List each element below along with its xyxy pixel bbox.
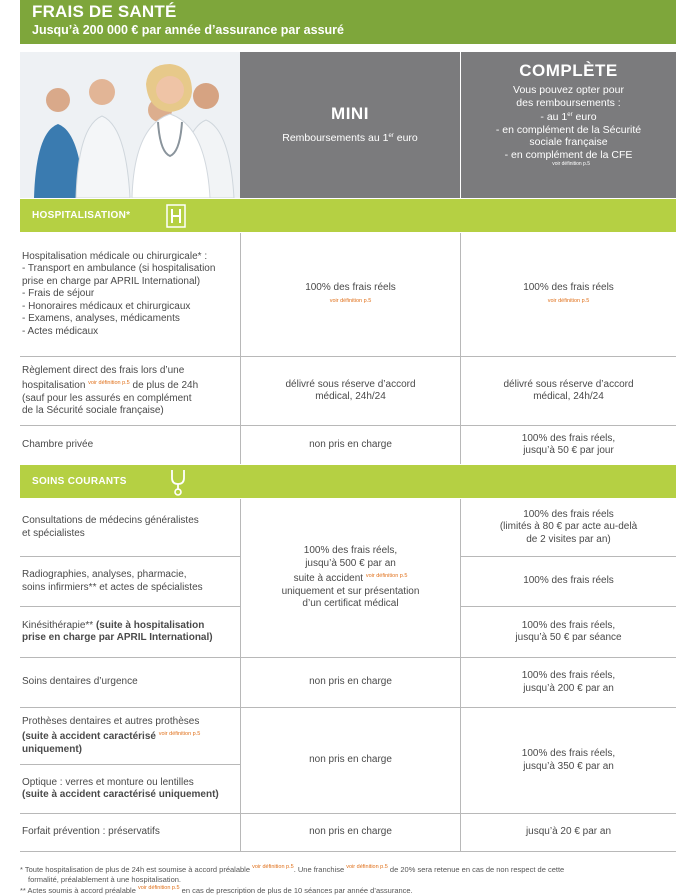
section-hospitalisation-label: HOSPITALISATION* [32, 210, 131, 221]
row-consultations-complete: 100% des frais réels (limités à 80 € par acte au-delà de 2 visites par an) [460, 499, 676, 557]
section-soins-courants [20, 465, 676, 498]
row-radiographies-complete: 100% des frais réels [460, 557, 676, 607]
plan-mini-desc: Remboursements au 1er euro [282, 132, 418, 144]
doctors-photo [20, 52, 240, 198]
plan-complete-desc: Vous pouvez opter pour des remboursements : - au 1er euro - en complément de la Sécurité sociale française - en complément de la CFE voir définition p.5 [461, 84, 676, 168]
row-radiographies-label: Radiographies, analyses, pharmacie, soins infirmiers** et actes de spécialistes [20, 557, 240, 607]
plan-complete-name: COMPLÈTE [519, 61, 618, 80]
ref-link: voir définition p.5 [329, 297, 372, 304]
row-reglement-mini: délivré sous réserve d’accord médical, 24h/24 [240, 357, 460, 426]
stethoscope-icon [168, 468, 188, 492]
plan-mini-name: MINI [331, 104, 369, 123]
page-header [20, 0, 676, 44]
row-dentaire-mini: non pris en charge [240, 658, 460, 708]
row-protheses-label: Prothèses dentaires et autres prothèses (suite à accident caractérisé $^{voir définition p.5}$ uniquement) [20, 708, 240, 765]
plan-mini-header [240, 52, 460, 198]
row-chambre-complete: 100% des frais réels, jusqu’à 50 € par jour [460, 426, 676, 464]
row-reglement-label: Règlement direct des frais lors d’une hospitalisation $^{voir définition p.5}$ de plus de 24h (sauf pour les assurés en complément de la Sécurité sociale française) [20, 357, 240, 426]
row-forfait-label: Forfait prévention : préservatifs [20, 814, 240, 852]
plan-complete-ref: voir définition p.5 [552, 161, 590, 167]
row-hospitalisation-complete: 100% des frais réels voir définition p.5 [460, 233, 676, 357]
section-hospitalisation [20, 199, 676, 232]
row-protheses-complete: 100% des frais réels, jusqu’à 350 € par an [460, 708, 676, 814]
row-dentaire-label: Soins dentaires d’urgence [20, 658, 240, 708]
row-forfait-complete: jusqu’à 20 € par an [460, 814, 676, 852]
row-kine-complete: 100% des frais réels, jusqu’à 50 € par séance [460, 607, 676, 658]
row-consultations-label: Consultations de médecins généralistes et spécialistes [20, 499, 240, 557]
page-title: FRAIS DE SANTÉ [32, 2, 177, 21]
footnote-1: * Toute hospitalisation de plus de 24h est soumise à accord préalable $^{voir définition p.5}$. Une franchise $^{voir définition p.5}$ de 20% sera retenue en cas de non respect de cette formalité, préalablement à une hospitalisation. [20, 864, 565, 884]
row-chambre-label: Chambre privée [22, 438, 94, 450]
row-dentaire-complete: 100% des frais réels, jusqu’à 200 € par an [460, 658, 676, 708]
section-soins-label: SOINS COURANTS [32, 476, 127, 487]
row-optique-label: Optique : verres et monture ou lentilles (suite à accident caractérisé uniquement) [20, 765, 240, 814]
row-kine-label: Kinésithérapie** (suite à hospitalisation prise en charge par APRIL International) [20, 607, 240, 658]
row-protheses-mini: non pris en charge [240, 708, 460, 814]
row-hospitalisation-label: Hospitalisation médicale ou chirurgicale* : - Transport en ambulance (si hospitalisation prise en charge par APRIL International) - Frais de séjour - Honoraires médicaux et chirurgicaux - Examens, analyses, médicaments - Actes médicaux [20, 233, 240, 357]
page-subtitle: Jusqu’à 200 000 € par année d’assurance par assuré [32, 23, 344, 37]
footnote-2: ** Actes soumis à accord préalable $^{voir définition p.5}$ en cas de prescription de plus de 10 séances par année d’assurance. [20, 885, 413, 895]
plan-complete-header [460, 52, 676, 198]
doctors-illustration [20, 52, 240, 198]
row-soins-mini: 100% des frais réels, jusqu’à 500 € par an suite à accident $^{voir définition p.5}$ uniquement et sur présentation d’un certificat médical [240, 499, 460, 658]
ref-link: voir définition p.5 [547, 297, 590, 304]
hospital-icon [166, 204, 186, 228]
row-forfait-mini: non pris en charge [240, 814, 460, 852]
row-chambre-mini: non pris en charge [240, 426, 460, 464]
row-reglement-complete: délivré sous réserve d’accord médical, 24h/24 [460, 357, 676, 426]
row-hospitalisation-mini: 100% des frais réels voir définition p.5 [240, 233, 460, 357]
